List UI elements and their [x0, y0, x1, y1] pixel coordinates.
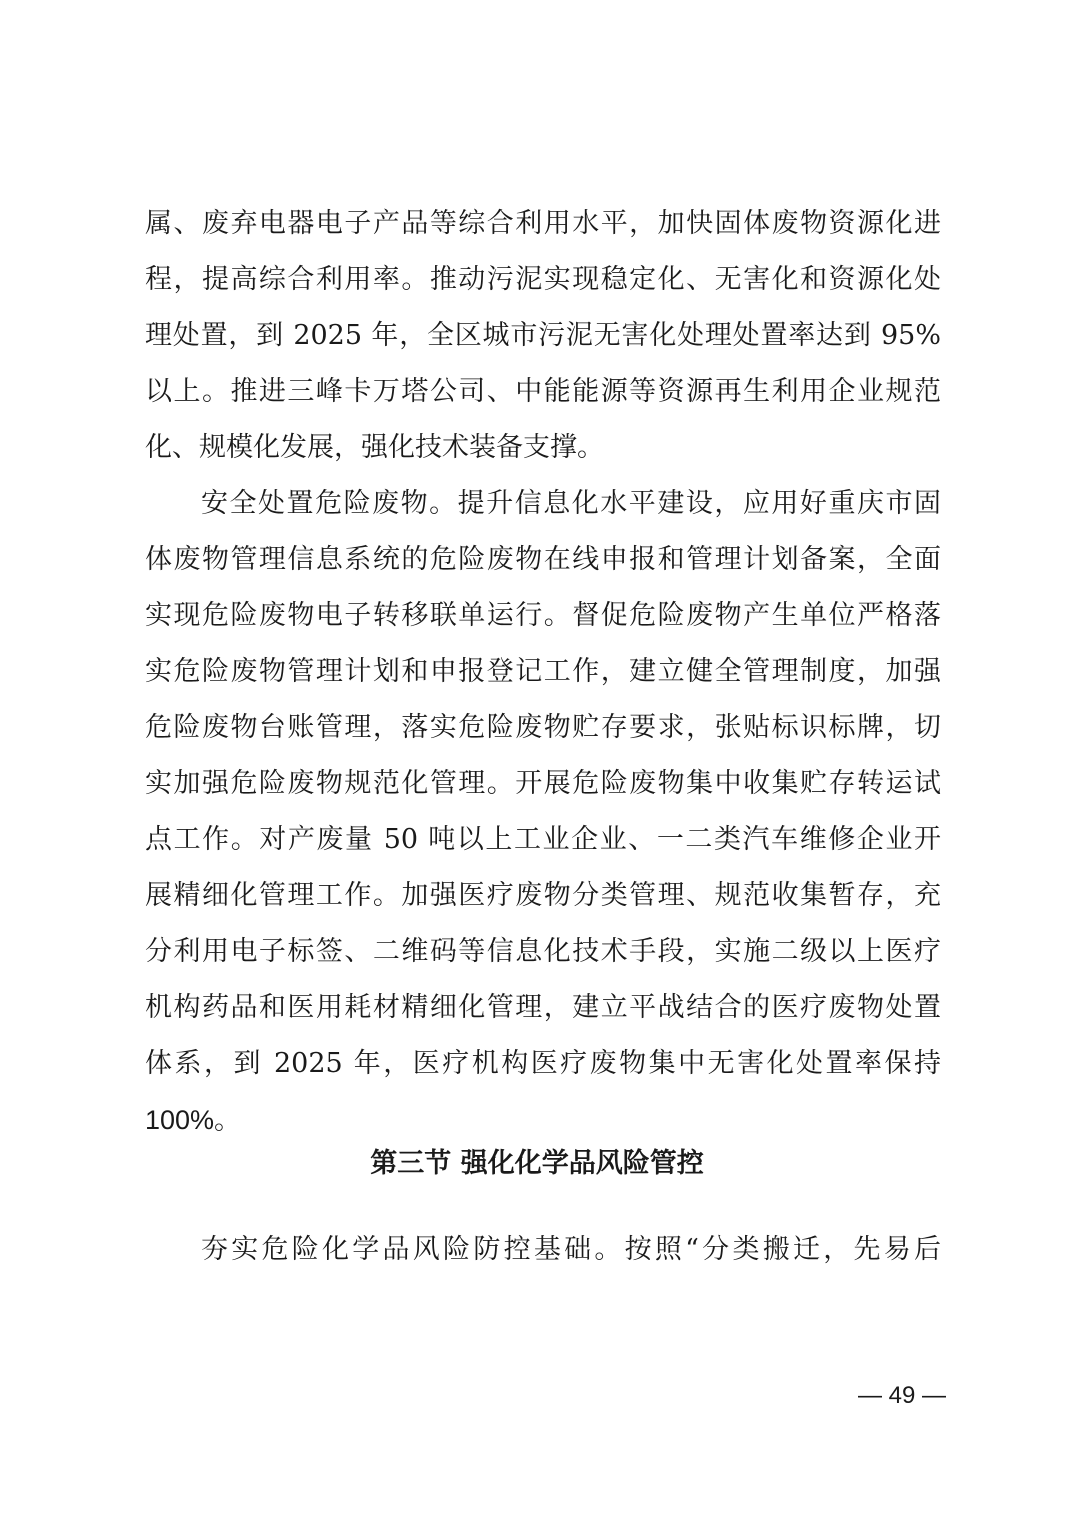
section-heading: 第三节 强化化学品风险管控 — [370, 1148, 704, 1179]
paragraph-line: 程，提高综合利用率。推动污泥实现稳定化、无害化和资源化处 — [145, 264, 941, 295]
paragraph-line: 体系，到 2025 年，医疗机构医疗废物集中无害化处置率保持 — [145, 1048, 941, 1079]
paragraph-line: 实加强危险废物规范化管理。开展危险废物集中收集贮存转运试 — [145, 768, 941, 799]
paragraph-line: 100%。 — [145, 1105, 242, 1135]
paragraph-line: 理处置，到 2025 年，全区城市污泥无害化处理处置率达到 95% — [145, 320, 941, 351]
paragraph-line: 危险废物台账管理，落实危险废物贮存要求，张贴标识标牌，切 — [145, 712, 941, 743]
paragraph-line: 点工作。对产废量 50 吨以上工业企业、一二类汽车维修企业开 — [145, 824, 941, 855]
paragraph-line: 安全处置危险废物。提升信息化水平建设，应用好重庆市固 — [201, 488, 941, 519]
paragraph-line: 展精细化管理工作。加强医疗废物分类管理、规范收集暂存，充 — [145, 880, 941, 911]
paragraph-line: 夯实危险化学品风险防控基础。按照“分类搬迁，先易后 — [201, 1234, 941, 1265]
paragraph-line: 实危险废物管理计划和申报登记工作，建立健全管理制度，加强 — [145, 656, 941, 687]
page-number: — 49 — — [857, 1382, 946, 1409]
paragraph-line: 化、规模化发展，强化技术装备支撑。 — [145, 432, 604, 463]
paragraph-line: 以上。推进三峰卡万塔公司、中能能源等资源再生利用企业规范 — [145, 376, 941, 407]
paragraph-line: 属、废弃电器电子产品等综合利用水平，加快固体废物资源化进 — [145, 208, 941, 239]
paragraph-line: 实现危险废物电子转移联单运行。督促危险废物产生单位严格落 — [145, 600, 941, 631]
paragraph-line: 机构药品和医用耗材精细化管理，建立平战结合的医疗废物处置 — [145, 992, 941, 1023]
paragraph-line: 体废物管理信息系统的危险废物在线申报和管理计划备案，全面 — [145, 544, 941, 575]
paragraph-line: 分利用电子标签、二维码等信息化技术手段，实施二级以上医疗 — [145, 936, 941, 967]
